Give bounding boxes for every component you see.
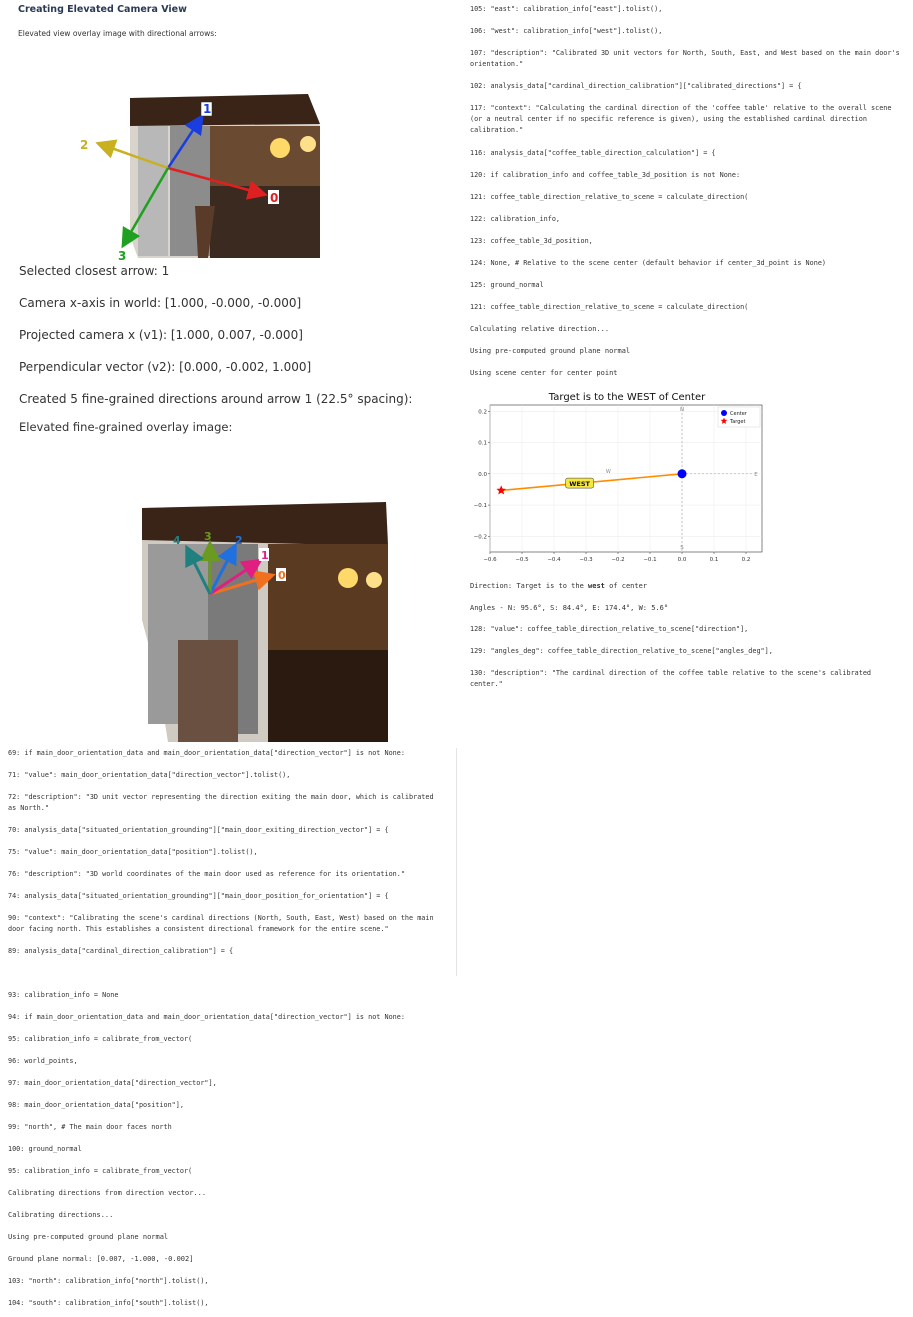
arrow-label-3: 3 (118, 249, 127, 262)
output-line: Using scene center for center point (470, 369, 618, 377)
y-tick-label: −0.1 (473, 503, 487, 510)
x-tick-label: −0.3 (579, 557, 593, 563)
code-line: 104: "south": calibration_info["south"].tolist(), (8, 1299, 209, 1307)
code-line: 71: "value": main_door_orientation_data["direction_vector"].tolist(), (8, 771, 291, 779)
compass-s: S (680, 545, 684, 551)
code-line: 99: "north", # The main door faces north (8, 1123, 172, 1131)
code-line: 123: coffee_table_3d_position, (470, 237, 593, 245)
code-line: 129: "angles_deg": coffee_table_direction_relative_to_scene["angles_deg"], (470, 647, 773, 655)
angles-line: Angles - N: 95.6°, S: 84.4°, E: 174.4°, W: 5.6° (470, 604, 669, 612)
code-line: 89: analysis_data["cardinal_direction_calibration"] = { (8, 947, 234, 955)
camera-x-axis: Camera x-axis in world: [1.000, -0.000, -0.000] (19, 296, 302, 310)
fine-direction-arrows (158, 522, 308, 612)
overlay-caption: Elevated view overlay image with directional arrows: (18, 29, 217, 38)
compass-n: N (679, 407, 685, 413)
code-line: 96: world_points, (8, 1057, 78, 1065)
code-line: 95: calibration_info = calibrate_from_vector( (8, 1035, 193, 1043)
code-line: 130: "description": "The cardinal direction of the coffee table relative to the scene's calibrated (470, 669, 872, 677)
y-tick-label: 0.0 (478, 471, 487, 478)
fine-arrow-label-4: 4 (173, 534, 181, 547)
fine-caption: Elevated fine-grained overlay image: (19, 420, 233, 434)
direction-result (470, 581, 908, 592)
code-line: 102: analysis_data["cardinal_direction_calibration"]["calibrated_directions"] = { (470, 82, 802, 90)
code-line: 72: "description": "3D unit vector representing the direction exiting the main door, which is calibrated (8, 793, 434, 801)
code-line: 74: analysis_data["situated_orientation_grounding"]["main_door_position_for_orientation"] = { (8, 892, 389, 900)
fine-arrow-label-1: 1 (261, 549, 269, 562)
center-point (678, 469, 687, 478)
code-line: 94: if main_door_orientation_data and main_door_orientation_data["direction_vector"] is not None: (8, 1013, 405, 1021)
x-tick-label: −0.1 (643, 557, 657, 563)
x-tick-label: −0.4 (547, 557, 561, 563)
x-tick-label: 0.0 (677, 557, 687, 563)
output-line: Calibrating directions from direction vector... (8, 1189, 207, 1197)
code-line: 103: "north": calibration_info["north"].tolist(), (8, 1277, 209, 1285)
code-line: 117: "context": "Calculating the cardinal direction of the 'coffee table' relative to the overall scene (470, 104, 892, 112)
code-line: 70: analysis_data["situated_orientation_grounding"]["main_door_exiting_direction_vector"] = { (8, 826, 389, 834)
code-line: as North." (8, 804, 49, 812)
output-line: Using pre-computed ground plane normal (8, 1233, 169, 1241)
direction-label: WEST (569, 480, 590, 489)
y-tick-label: 0.1 (478, 440, 487, 447)
code-line: door facing north. This establishes a consistent directional framework for the entire scene." (8, 925, 389, 933)
code-line: 97: main_door_orientation_data["direction_vector"], (8, 1079, 217, 1087)
direction-word: west (588, 582, 605, 590)
code-line: 125: ground_normal (470, 281, 544, 289)
lower-code-block (8, 748, 457, 976)
x-tick-label: 0.2 (741, 557, 751, 563)
code-line: 107: "description": "Calibrated 3D unit vectors for North, South, East, and West based on the main door's (470, 49, 900, 57)
perpendicular-vector: Perpendicular vector (v2): [0.000, -0.002, 1.000] (19, 360, 312, 374)
direction-suffix: of center (604, 582, 648, 590)
chart-title: Target is to the WEST of Center (548, 392, 706, 403)
code-line: 76: "description": "3D world coordinates of the main door used as reference for its orientation." (8, 870, 405, 878)
code-line: 90: "context": "Calibrating the scene's cardinal directions (North, South, East, West) based on the main (8, 914, 434, 922)
output-line: Ground plane normal: [0.007, -1.000, -0.002] (8, 1255, 194, 1263)
direction-prefix: Direction: Target is to the (470, 582, 589, 590)
code-line: 75: "value": main_door_orientation_data["position"].tolist(), (8, 848, 258, 856)
fine-arrow-label-2: 2 (235, 534, 243, 547)
arrow-label-1: 1 (203, 102, 212, 116)
left-column (8, 0, 458, 582)
compass-w: W (605, 468, 611, 475)
arrow-label-0: 0 (270, 191, 279, 205)
fine-arrow-label-0: 0 (278, 569, 286, 582)
code-line: 116: analysis_data["coffee_table_direction_calculation"] = { (470, 149, 716, 157)
code-line: 120: if calibration_info and coffee_table_3d_position is not None: (470, 171, 741, 179)
code-line: 100: ground_normal (8, 1145, 82, 1153)
x-tick-label: −0.5 (515, 557, 529, 563)
output-line: Using pre-computed ground plane normal (470, 347, 631, 355)
y-tick-label: 0.2 (478, 409, 487, 416)
code-line: center." (470, 680, 503, 688)
created-directions: Created 5 fine-grained directions around arrow 1 (22.5° spacing): (19, 392, 413, 406)
fine-arrow-label-3: 3 (204, 530, 212, 543)
code-line: 95: calibration_info = calibrate_from_vector( (8, 1167, 193, 1175)
code-line: 121: coffee_table_direction_relative_to_scene = calculate_direction( (470, 303, 749, 311)
direction-chart (470, 388, 770, 574)
output-line: Calibrating directions... (8, 1211, 114, 1219)
compass-e: E (754, 471, 758, 478)
code-line: 124: None, # Relative to the scene center (default behavior if center_3d_point is None) (470, 259, 827, 267)
arrow-label-2: 2 (80, 138, 89, 152)
x-tick-label: 0.1 (709, 557, 719, 563)
code-line: (or a neutral center if no specific reference is given), using the established cardinal direction (470, 115, 867, 123)
direction-arrows (68, 96, 298, 262)
section-title: Creating Elevated Camera View (18, 4, 187, 15)
code-line: 106: "west": calibration_info["west"].tolist(), (470, 27, 663, 35)
x-tick-label: −0.2 (611, 557, 625, 563)
code-line: orientation." (470, 60, 524, 68)
legend-center-marker (721, 410, 727, 416)
code-line: 105: "east": calibration_info["east"].tolist(), (470, 5, 663, 13)
code-line: 121: coffee_table_direction_relative_to_scene = calculate_direction( (470, 193, 749, 201)
code-line: 98: main_door_orientation_data["position"], (8, 1101, 184, 1109)
code-line: 122: calibration_info, (470, 215, 561, 223)
legend-target-label: Target (730, 419, 746, 425)
x-tick-label: −0.6 (483, 557, 497, 563)
output-line: Calculating relative direction... (470, 325, 610, 333)
selected-arrow: Selected closest arrow: 1 (19, 264, 170, 278)
code-line: calibration." (470, 126, 524, 134)
projected-camera-x: Projected camera x (v1): [1.000, 0.007, -0.000] (19, 328, 303, 342)
code-line: 69: if main_door_orientation_data and main_door_orientation_data["direction_vector"] is not None: (8, 749, 405, 757)
code-line: 93: calibration_info = None (8, 991, 119, 999)
y-tick-label: −0.2 (473, 534, 487, 541)
code-line: 128: "value": coffee_table_direction_relative_to_scene["direction"], (470, 625, 749, 633)
legend-center-label: Center (730, 411, 747, 417)
